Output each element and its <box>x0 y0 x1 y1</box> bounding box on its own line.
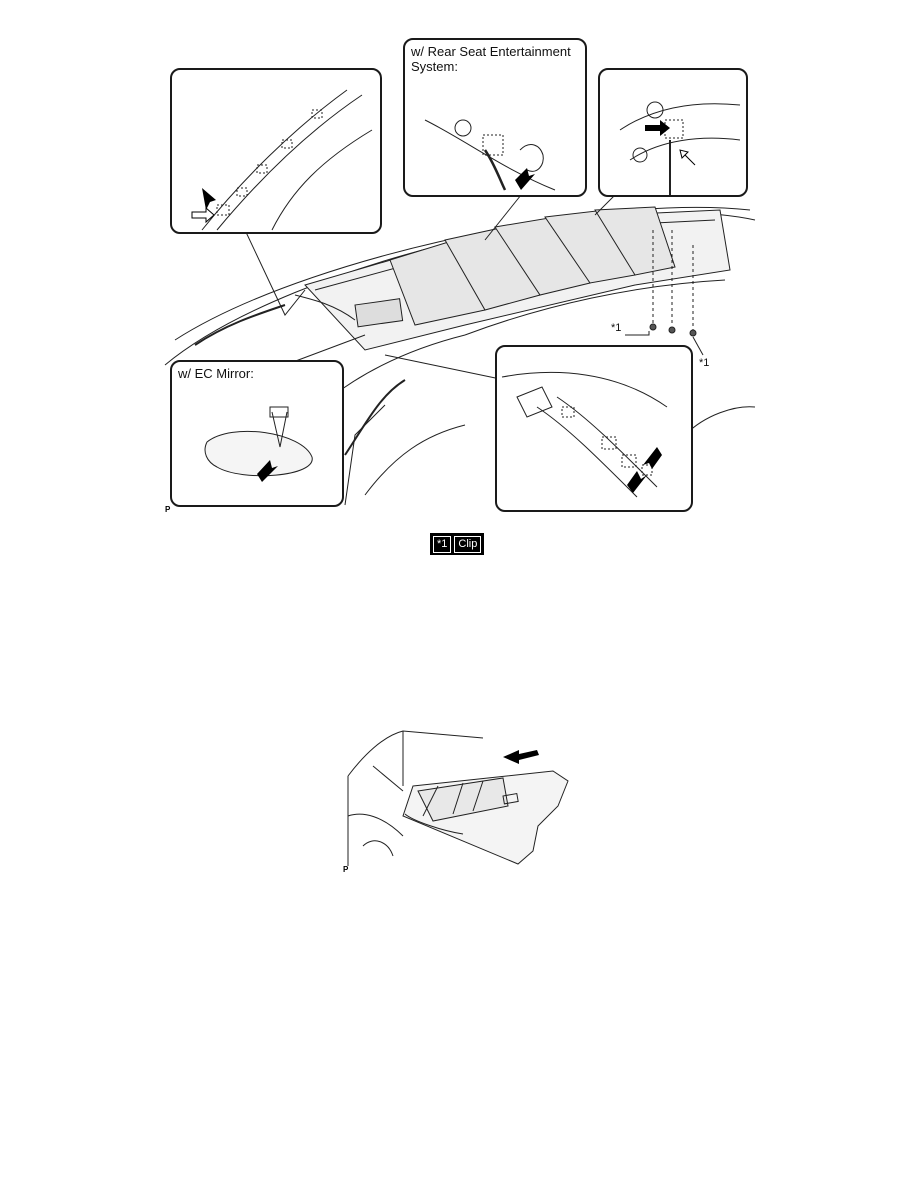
headliner-pullout-diagram <box>343 726 575 876</box>
lower-pillar-drawing <box>497 347 691 510</box>
legend-key: *1 <box>433 536 451 553</box>
callout-rear-pillar <box>598 68 748 197</box>
callout-ec-mirror <box>170 360 344 507</box>
ec-mirror-label: w/ EC Mirror: <box>178 366 254 381</box>
rear-pillar-drawing <box>600 70 746 195</box>
arrow-icon <box>645 120 670 136</box>
legend-clip <box>430 533 484 555</box>
legend-text: Clip <box>454 536 481 553</box>
figure2-page-mark: P <box>343 865 349 874</box>
ec-mirror-drawing <box>172 362 342 505</box>
callout-lower-pillar <box>495 345 693 512</box>
headliner-removal-diagram <box>165 35 755 515</box>
headliner-pullout-drawing <box>343 726 575 876</box>
callout-rear-seat-entertainment <box>403 38 587 197</box>
pillar-detail-drawing <box>172 70 380 232</box>
arrow-icon <box>202 188 216 210</box>
clip-tag-left: *1 <box>611 322 622 334</box>
figure-page-mark: P <box>165 505 171 514</box>
arrow-icon <box>643 447 662 469</box>
pull-direction-arrow-icon <box>503 750 539 764</box>
rear-seat-connector-drawing <box>405 40 585 195</box>
hollow-arrow-icon <box>680 150 695 165</box>
rear-seat-entertainment-label: w/ Rear Seat Entertainment System: <box>411 44 571 74</box>
clip-tag-right: *1 <box>699 357 710 369</box>
callout-front-pillar <box>170 68 382 234</box>
